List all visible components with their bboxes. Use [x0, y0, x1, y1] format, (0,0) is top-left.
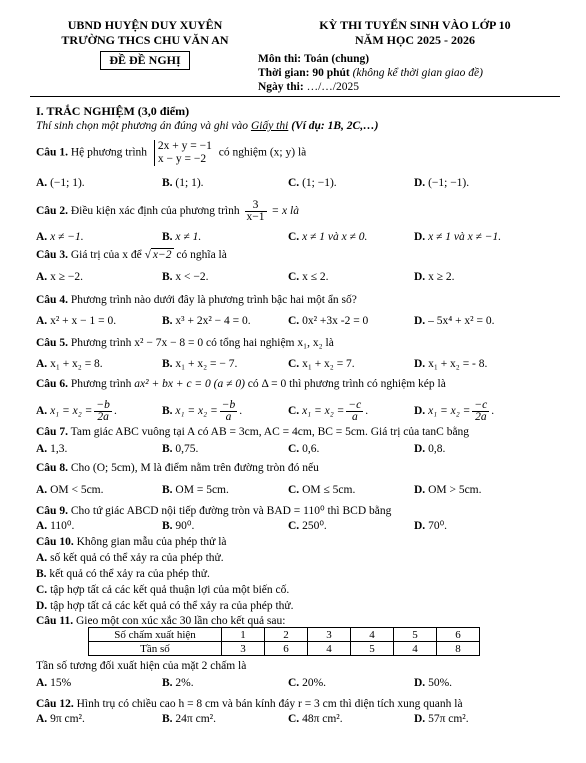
q12-option-d: D. 57π cm². [414, 713, 469, 725]
answer-sheet-link: Giấy thi [250, 120, 289, 132]
table-row: Tần số 3 6 4 5 4 8 [89, 642, 480, 656]
header-divider [30, 96, 560, 97]
exam-title: KỲ THI TUYỂN SINH VÀO LỚP 10 [319, 18, 511, 32]
q5-option-a: A. x₁ + x₂ = 8. [36, 358, 103, 370]
q7-option-c: C. 0,6. [288, 443, 320, 455]
q8-option-a: A. OM < 5cm. [36, 484, 104, 496]
q12-option-b: B. 24π cm². [162, 713, 216, 725]
q2-option-c: C. x ≠ 1 và x ≠ 0. [288, 231, 368, 243]
section-title: I. TRẮC NGHIỆM (3,0 điểm) [36, 104, 190, 118]
table-row: Số chấm xuất hiện 1 2 3 4 5 6 [89, 628, 480, 642]
q3-option-a: A. x ≥ −2. [36, 271, 83, 283]
question-2: Câu 2. Điều kiện xác định của phương trình $\frac{3}{x-1}$ = x là [36, 199, 299, 223]
q11-option-d: D. 50%. [414, 677, 453, 689]
q6-option-b: B. x₁ = x₂ = $\frac{-b}{a}$ . [162, 399, 243, 423]
q1-option-b: B. (1; 1). [162, 177, 204, 189]
q11-option-c: C. 20%. [288, 677, 327, 689]
q4-option-a: A. x² + x − 1 = 0. [36, 315, 117, 327]
q9-option-b: B. 90⁰. [162, 520, 195, 532]
q1-option-c: C. (1; −1). [288, 177, 337, 189]
q9-option-a: A. 110⁰. [36, 520, 75, 532]
q6-option-c: C. x₁ = x₂ = $\frac{-c}{a}$ . [288, 399, 369, 423]
frequency-table [88, 627, 480, 656]
subject: Toán (chung) [304, 53, 370, 65]
q10-option-c: C. tập hợp tất cả các kết quả thuận lợi của một biến cố. [36, 584, 290, 596]
question-7: Câu 7. Tam giác ABC vuông tại A có AB = 3cm, AC = 4cm, BC = 5cm. Giá trị của tanC bằng [36, 426, 470, 438]
q1-option-a: A. (−1; 1). [36, 177, 85, 189]
q8-option-b: B. OM = 5cm. [162, 484, 229, 496]
q10-option-a: A. số kết quả có thể xảy ra của phép thử. [36, 552, 224, 564]
question-3: Câu 3. Giá trị của x để √ x−2 có nghĩa là [36, 249, 227, 261]
q11-option-b: B. 2%. [162, 677, 194, 689]
question-8: Câu 8. Cho (O; 5cm), M là điểm nằm trên đường tròn đó nếu [36, 462, 319, 474]
fraction: $\frac{3}{x-1}$ [246, 199, 265, 223]
q2-option-b: B. x ≠ 1. [162, 231, 202, 243]
q3-option-c: C. x ≤ 2. [288, 271, 329, 283]
q9-option-d: D. 70⁰. [414, 520, 448, 532]
square-root: x−2 [152, 249, 172, 261]
q3-option-d: D. x ≥ 2. [414, 271, 455, 283]
section-instruction: Thí sinh chọn một phương án đúng và ghi vào Giấy thi (Ví dụ: 1B, 2C,…) [36, 120, 379, 132]
school-year: NĂM HỌC 2025 - 2026 [355, 33, 475, 47]
question-10: Câu 10. Không gian mẫu của phép thử là [36, 536, 227, 548]
org-line-1: UBND HUYỆN DUY XUYÊN [67, 18, 223, 32]
org-line-2: TRƯỜNG THCS CHU VĂN AN [61, 33, 229, 47]
question-1: Câu 1. Hệ phương trình 2x + y = −1 x − y = −2 có nghiệm (x; y) là [36, 140, 307, 165]
q8-option-d: D. OM > 5cm. [414, 484, 482, 496]
question-11: Câu 11. Gieo một con xúc xắc 30 lần cho kết quả sau: [36, 615, 286, 627]
q7-option-a: A. 1,3. [36, 443, 68, 455]
q4-option-d: D. – 5x⁴ + x² = 0. [414, 315, 495, 327]
question-5: Câu 5. Phương trình x² − 7x − 8 = 0 có tổng hai nghiệm x₁, x₂ là [36, 337, 334, 349]
q10-option-d: D. tập hợp tất cả các kết quả có thể xảy ra của phép thử. [36, 600, 294, 612]
q2-option-d: D. x ≠ 1 và x ≠ −1. [414, 231, 502, 243]
q7-option-b: B. 0,75. [162, 443, 199, 455]
q4-option-c: C. 0x² +3x -2 = 0 [288, 315, 369, 327]
q5-option-d: D. x₁ + x₂ = - 8. [414, 358, 488, 370]
q11-prompt: Tần số tương đối xuất hiện của mặt 2 chấm là [36, 660, 247, 672]
header-left [30, 18, 260, 70]
q6-option-a: A. x₁ = x₂ = $\frac{-b}{2a}$ . [36, 399, 117, 423]
q4-option-b: B. x³ + 2x² − 4 = 0. [162, 315, 251, 327]
q5-option-b: B. x₁ + x₂ = − 7. [162, 358, 238, 370]
q11-option-a: A. 15% [36, 677, 72, 689]
equation-system: 2x + y = −1 x − y = −2 [154, 140, 212, 166]
q6-option-d: D. x₁ = x₂ = $\frac{-c}{2a}$ . [414, 399, 495, 423]
question-9: Câu 9. Cho tứ giác ABCD nội tiếp đường tròn và BAD = 110⁰ thì BCD bằng [36, 505, 392, 517]
q3-option-b: B. x < −2. [162, 271, 209, 283]
q9-option-c: C. 250⁰. [288, 520, 327, 532]
question-6: Câu 6. Phương trình ax² + bx + c = 0 (a ≠ 0) có Δ = 0 thì phương trình có nghiệm kép là [36, 378, 446, 390]
q2-option-a: A. x ≠ −1. [36, 231, 84, 243]
q7-option-d: D. 0,8. [414, 443, 446, 455]
header-right [270, 18, 560, 48]
question-12: Câu 12. Hình trụ có chiều cao h = 8 cm và bán kính đáy r = 3 cm thì diện tích xung quanh là [36, 698, 463, 710]
q12-option-c: C. 48π cm². [288, 713, 343, 725]
q8-option-c: C. OM ≤ 5cm. [288, 484, 356, 496]
proposed-badge: ĐỀ ĐỀ NGHỊ [100, 51, 189, 70]
question-4: Câu 4. Phương trình nào dưới đây là phương trình bậc hai một ẩn số? [36, 294, 357, 306]
q1-option-d: D. (−1; −1). [414, 177, 470, 189]
exam-meta: Môn thi: Toán (chung) Thời gian: 90 phút (không kể thời gian giao đề) Ngày thi: …/…/2025 [258, 53, 483, 93]
q10-option-b: B. kết quả có thể xảy ra của phép thử. [36, 568, 210, 580]
q5-option-c: C. x₁ + x₂ = 7. [288, 358, 355, 370]
duration: 90 phút [312, 67, 350, 79]
q12-option-a: A. 9π cm². [36, 713, 85, 725]
exam-date: …/…/2025 [306, 81, 359, 93]
